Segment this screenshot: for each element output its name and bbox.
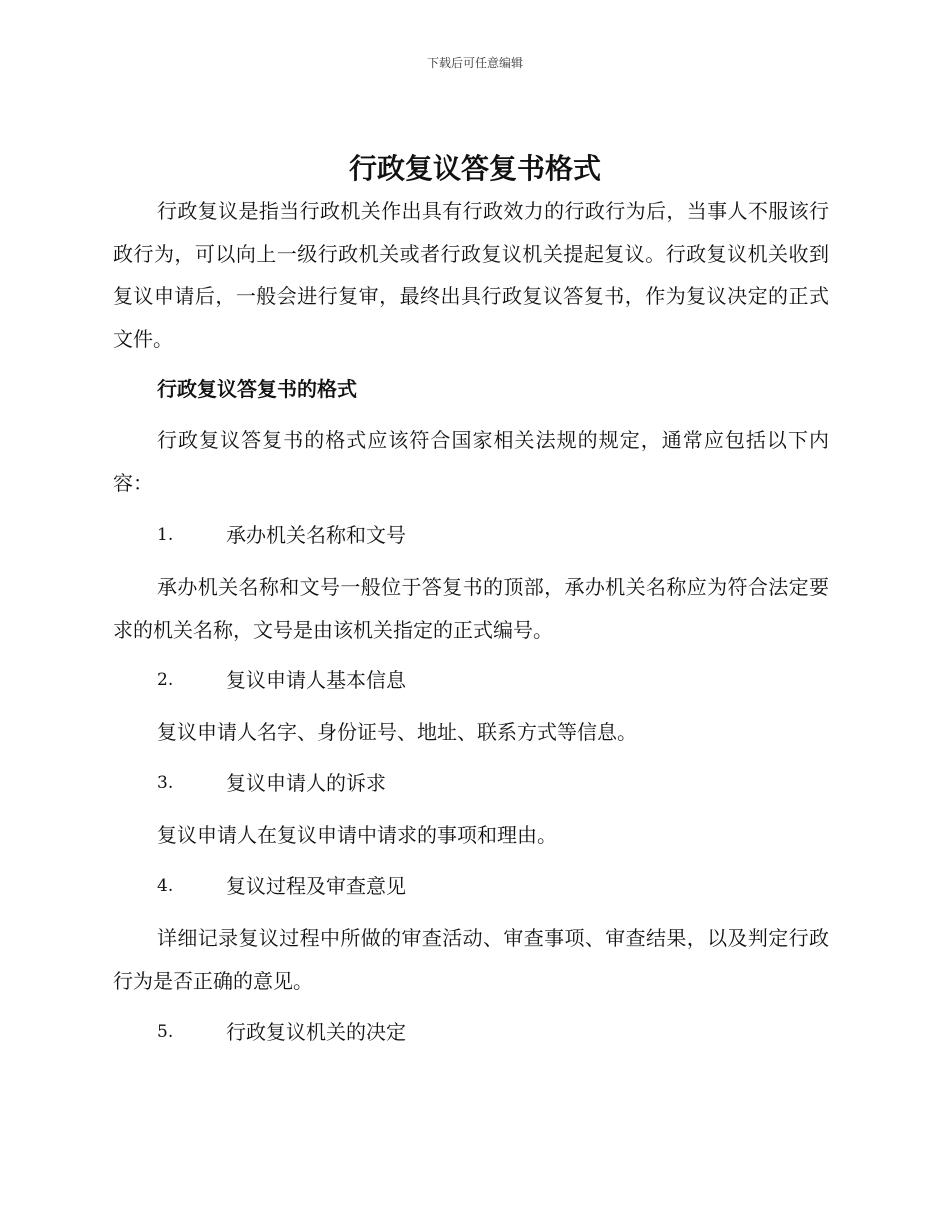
intro-paragraph: 行政复议是指当行政机关作出具有行政效力的行政行为后，当事人不服该行政行为，可以向上一级行政机关或者行政复议机关提起复议。行政复议机关收到复议申请后，一般会进行复审，最终出具行政复议答复书，作为复议决定的正式文件。 [113,199,829,351]
list-number: 1. [157,525,174,545]
item-1-description: 承办机关名称和文号一般位于答复书的顶部，承办机关名称应为符合法定要求的机关名称，文号是由该机关指定的正式编号。 [113,575,829,642]
item-2-description: 复议申请人名字、身份证号、地址、联系方式等信息。 [157,720,637,744]
list-number: 3. [157,773,174,793]
list-label: 复议申请人的诉求 [226,771,386,795]
header-note: 下载后可任意编辑 [426,56,523,70]
list-number: 5. [157,1022,174,1042]
list-label: 复议申请人基本信息 [226,668,406,692]
item-4-description: 详细记录复议过程中所做的审查活动、审查事项、审查结果，以及判定行政行为是否正确的意见。 [113,926,829,993]
list-number: 4. [157,876,174,896]
list-label: 承办机关名称和文号 [226,523,406,547]
item-3-description: 复议申请人在复议申请中请求的事项和理由。 [157,823,557,847]
list-label: 行政复议机关的决定 [226,1020,406,1044]
list-number: 2. [157,670,174,690]
document-title: 行政复议答复书格式 [348,152,601,185]
list-label: 复议过程及审查意见 [226,874,406,898]
section-heading: 行政复议答复书的格式 [157,377,357,401]
section-intro-paragraph: 行政复议答复书的格式应该符合国家相关法规的规定，通常应包括以下内容： [113,428,829,495]
